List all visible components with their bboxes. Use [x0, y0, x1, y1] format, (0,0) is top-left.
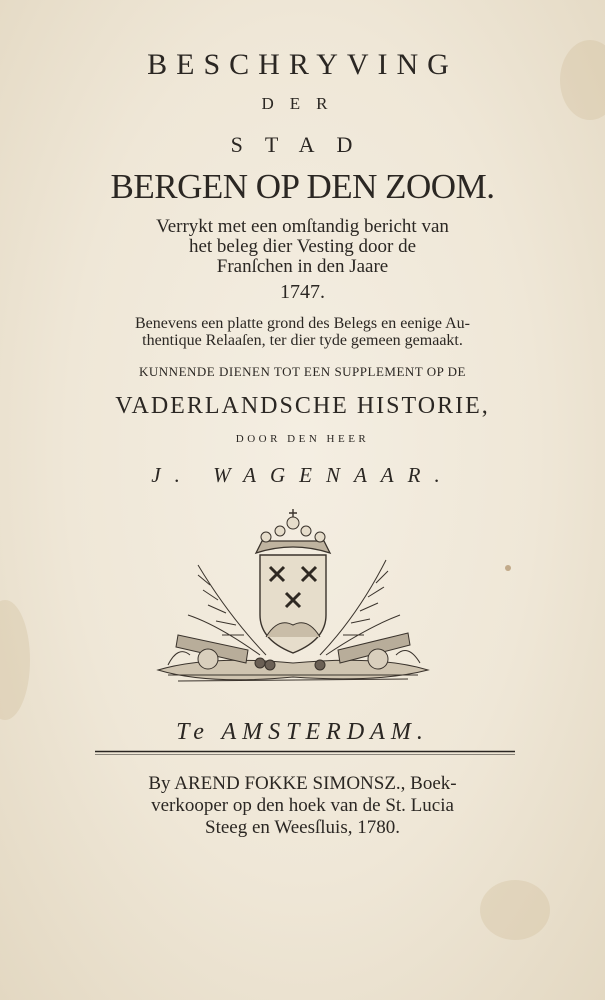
foxing-spot — [480, 880, 550, 940]
foxing-spot — [0, 600, 30, 720]
imprint-line-1: By AREND FOKKE SIMONSZ., Boek- — [148, 773, 457, 794]
door-den-heer: DOOR DEN HEER — [235, 433, 370, 445]
benevens-line-2: thentique Relaaſen, ter dier tyde gemeen gemaakt. — [142, 332, 463, 349]
vaderlandsche-historie: VADERLANDSCHE HISTORIE, — [115, 393, 490, 419]
title-beschryving: BESCHRYVING — [147, 48, 458, 81]
subtitle-line-2: het beleg dier Vesting door de — [188, 236, 417, 257]
year: 1747. — [280, 281, 325, 303]
title-stad: STAD — [230, 132, 375, 157]
imprint-line-2: verkooper op den hoek van de St. Lucia — [151, 795, 454, 816]
title-der: DER — [261, 94, 344, 113]
supplement-line: KUNNENDE DIENEN TOT EEN SUPPLEMENT OP DE — [139, 364, 466, 379]
imprint-place: Te AMSTERDAM. — [176, 719, 429, 745]
imprint-line-3: Steeg en Weesſluis, 1780. — [205, 817, 400, 838]
subtitle-line-1: Verrykt met een omſtandig bericht van — [156, 216, 449, 237]
double-rule-divider — [95, 750, 515, 756]
benevens-line-1: Benevens een platte grond des Belegs en eenige Au- — [135, 315, 470, 332]
subtitle-line-3: Franſchen in den Jaare — [216, 256, 389, 277]
title-city: BERGEN OP DEN ZOOM. — [110, 167, 495, 206]
coat-of-arms-engraving-icon — [148, 505, 438, 700]
author-name: J. WAGENAAR. — [151, 463, 454, 487]
foxing-spot — [505, 565, 511, 571]
